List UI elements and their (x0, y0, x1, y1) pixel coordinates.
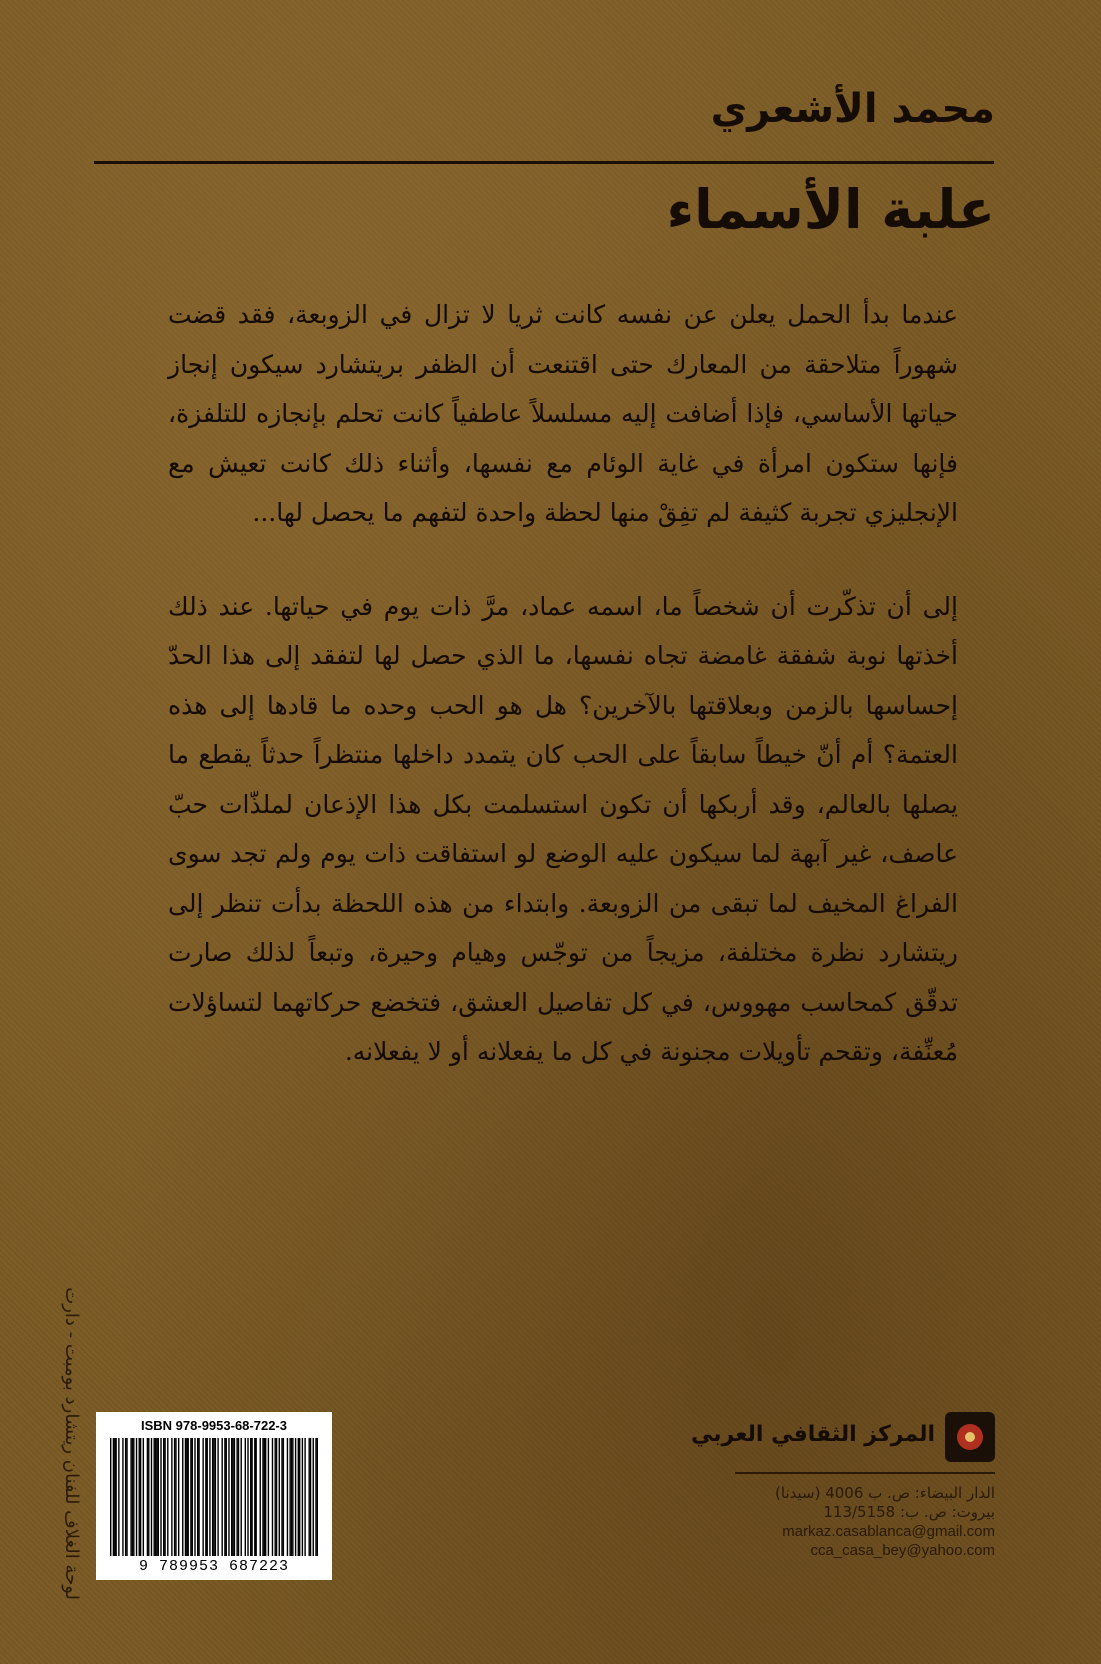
barcode-bar (262, 1438, 263, 1556)
barcode-bar (276, 1438, 277, 1556)
barcode-bar (283, 1438, 284, 1556)
barcode-bar (192, 1438, 193, 1556)
barcode-bar (226, 1438, 227, 1556)
barcode-bar (241, 1438, 242, 1556)
barcode-bar (279, 1438, 280, 1556)
contact-beirut: بيروت: ص. ب: 113/5158 (823, 1503, 995, 1521)
barcode-bar (182, 1438, 183, 1556)
barcode-bar (274, 1438, 275, 1556)
barcode-bars (110, 1438, 318, 1556)
email-beirut: cca_casa_bey@yahoo.com (810, 1542, 995, 1559)
barcode-bar (215, 1438, 216, 1556)
barcode-bar (217, 1438, 218, 1556)
barcode-bar (212, 1438, 213, 1556)
author-name: محمد الأشعري (710, 86, 995, 132)
barcode-bar (160, 1438, 161, 1556)
barcode-bar (198, 1438, 199, 1556)
barcode-bar (164, 1438, 165, 1556)
barcode-bar (110, 1438, 111, 1556)
barcode-bar (250, 1438, 251, 1556)
barcode-bar (139, 1438, 140, 1556)
barcode-bar (245, 1438, 246, 1556)
barcode-bar (190, 1438, 191, 1556)
barcode-bar (272, 1438, 273, 1556)
barcode-bar (132, 1438, 133, 1556)
barcode-bar (221, 1438, 222, 1556)
publisher-logo-icon (945, 1412, 995, 1462)
barcode-bar (185, 1438, 186, 1556)
blurb-paragraph-2: إلى أن تذكّرت أن شخصاً ما، اسمه عماد، مرَّ ذات يوم في حياتها. عند ذلك أخذتها نوبة شفقة غامضة تجاه نفسها، ما الذي حصل لها لتفقد إلى هذا الحدّ إحساسها بالزمن وبعلاقتها بالآخرين؟ هل هو الحب وحده ما قادها إلى هذه العتمة؟ أم أنّ خيطاً سابقاً على الحب كان يتمدد داخلها منتظراً حدثاً يقطع ما يصلها بالعالم، وقد أربكها أن تكون استسلمت بكل هذا الإذعان لملذّات حبّ عاصف، غير آبهة لما سيكون عليه الوضع لو استفاقت ذات يوم ولم تجد سوى الفراغ المخيف لما تبقى من الزوبعة. وابتداء من هذه اللحظة بدأت تنظر إلى ريتشارد نظرة مختلفة، مزيجاً من توجّس وهيام وحيرة، وتبعاً لذلك صارت تدقّق كمحاسب مهووس، في كل تفاصيل العشق، فتخضع حركاتهما لتساؤلات مُعنِّفة، وتقحم تأويلات مجنونة في كل ما يفعلانه أو لا يفعلانه. (168, 591, 958, 1066)
barcode-bar (156, 1438, 157, 1556)
barcode-bar (287, 1438, 288, 1556)
barcode-bar (126, 1438, 127, 1556)
email-casablanca: markaz.casablanca@gmail.com (782, 1523, 995, 1540)
isbn-label: ISBN 978-9953-68-722-3 (141, 1418, 287, 1433)
barcode-bar (187, 1438, 188, 1556)
barcode-bar (304, 1438, 305, 1556)
barcode-bar (255, 1438, 256, 1556)
barcode-bar (158, 1438, 159, 1556)
barcode-bar (175, 1438, 176, 1556)
barcode-bar (228, 1438, 229, 1556)
barcode-bar (122, 1438, 123, 1556)
barcode-bar (281, 1438, 282, 1556)
barcode-bar (247, 1438, 248, 1556)
publisher-name: المركز الثقافي العربي (691, 1422, 935, 1447)
isbn-digits: 9 789953 687223 (138, 1558, 290, 1575)
barcode-bar (178, 1438, 179, 1556)
barcode-bar (163, 1438, 164, 1556)
barcode-bar (260, 1438, 261, 1556)
barcode-bar (291, 1438, 292, 1556)
barcode-bar (155, 1438, 156, 1556)
barcode-bar (133, 1438, 134, 1556)
barcode-bar (213, 1438, 214, 1556)
title-divider (94, 161, 994, 164)
barcode-bar (115, 1438, 116, 1556)
barcode-bar (317, 1438, 318, 1556)
barcode-bar (148, 1438, 149, 1556)
barcode-bar (310, 1438, 311, 1556)
barcode-bar (143, 1438, 144, 1556)
barcode-bar (268, 1438, 269, 1556)
barcode-bar (265, 1438, 266, 1556)
barcode-bar (171, 1438, 172, 1556)
barcode-bar (114, 1438, 115, 1556)
barcode-bar (194, 1438, 195, 1556)
barcode-bar (292, 1438, 293, 1556)
publisher-divider (735, 1472, 995, 1474)
contact-casablanca: الدار البيضاء: ص. ب 4006 (سيدنا) (775, 1484, 995, 1502)
barcode-bar (234, 1438, 235, 1556)
barcode-bar (238, 1438, 239, 1556)
barcode-bar (151, 1438, 152, 1556)
barcode-bar (207, 1438, 208, 1556)
barcode-bar (205, 1438, 206, 1556)
barcode-bar (236, 1438, 237, 1556)
barcode-bar (140, 1438, 141, 1556)
barcode-bar (308, 1438, 309, 1556)
barcode-bar (113, 1438, 114, 1556)
barcode-bar (197, 1438, 198, 1556)
barcode-bar (202, 1438, 203, 1556)
barcode-bar (254, 1438, 255, 1556)
barcode-bar (136, 1438, 137, 1556)
blurb-paragraph-1: عندما بدأ الحمل يعلن عن نفسه كانت ثريا لا تزال في الزوبعة، فقد قضت شهوراً متلاحقة من المعارك حتى اقتنعت أن الظفر بريتشارد سيكون إنجاز حياتها الأساسي، فإذا أضافت إليه مسلسلاً عاطفياً كانت تحلم بإنجازه للتلفزة، فإنها ستكون امرأة في غاية الوئام مع نفسها، وأثناء ذلك كانت تعيش مع الإنجليزي تجربة كثيفة لم تفِقْ منها لحظة واحدة لتفهم ما يحصل لها... (168, 300, 958, 527)
barcode-bar (186, 1438, 187, 1556)
barcode-bar (232, 1438, 233, 1556)
barcode-bar (313, 1438, 314, 1556)
barcode-bar (209, 1438, 210, 1556)
blurb-text (168, 290, 958, 1121)
cover-art-credit: لوحة الغلاف للفنان ريتشارد بومبت - دارت (61, 1287, 82, 1600)
publisher-contacts (695, 1484, 995, 1560)
barcode-bar (295, 1438, 296, 1556)
barcode-bar (125, 1438, 126, 1556)
barcode-bar (302, 1438, 303, 1556)
barcode-bar (154, 1438, 155, 1556)
barcode-bar (264, 1438, 265, 1556)
barcode-bar (299, 1438, 300, 1556)
barcode-bar (147, 1438, 148, 1556)
barcode-bar (167, 1438, 168, 1556)
barcode-bar (251, 1438, 252, 1556)
isbn-barcode (96, 1412, 332, 1580)
barcode-bar (174, 1438, 175, 1556)
barcode-bar (289, 1438, 290, 1556)
barcode-bar (231, 1438, 232, 1556)
barcode-bar (298, 1438, 299, 1556)
barcode-bar (118, 1438, 119, 1556)
book-title: علبة الأسماء (666, 178, 995, 241)
barcode-bar (130, 1438, 131, 1556)
barcode-bar (224, 1438, 225, 1556)
barcode-bar (315, 1438, 316, 1556)
